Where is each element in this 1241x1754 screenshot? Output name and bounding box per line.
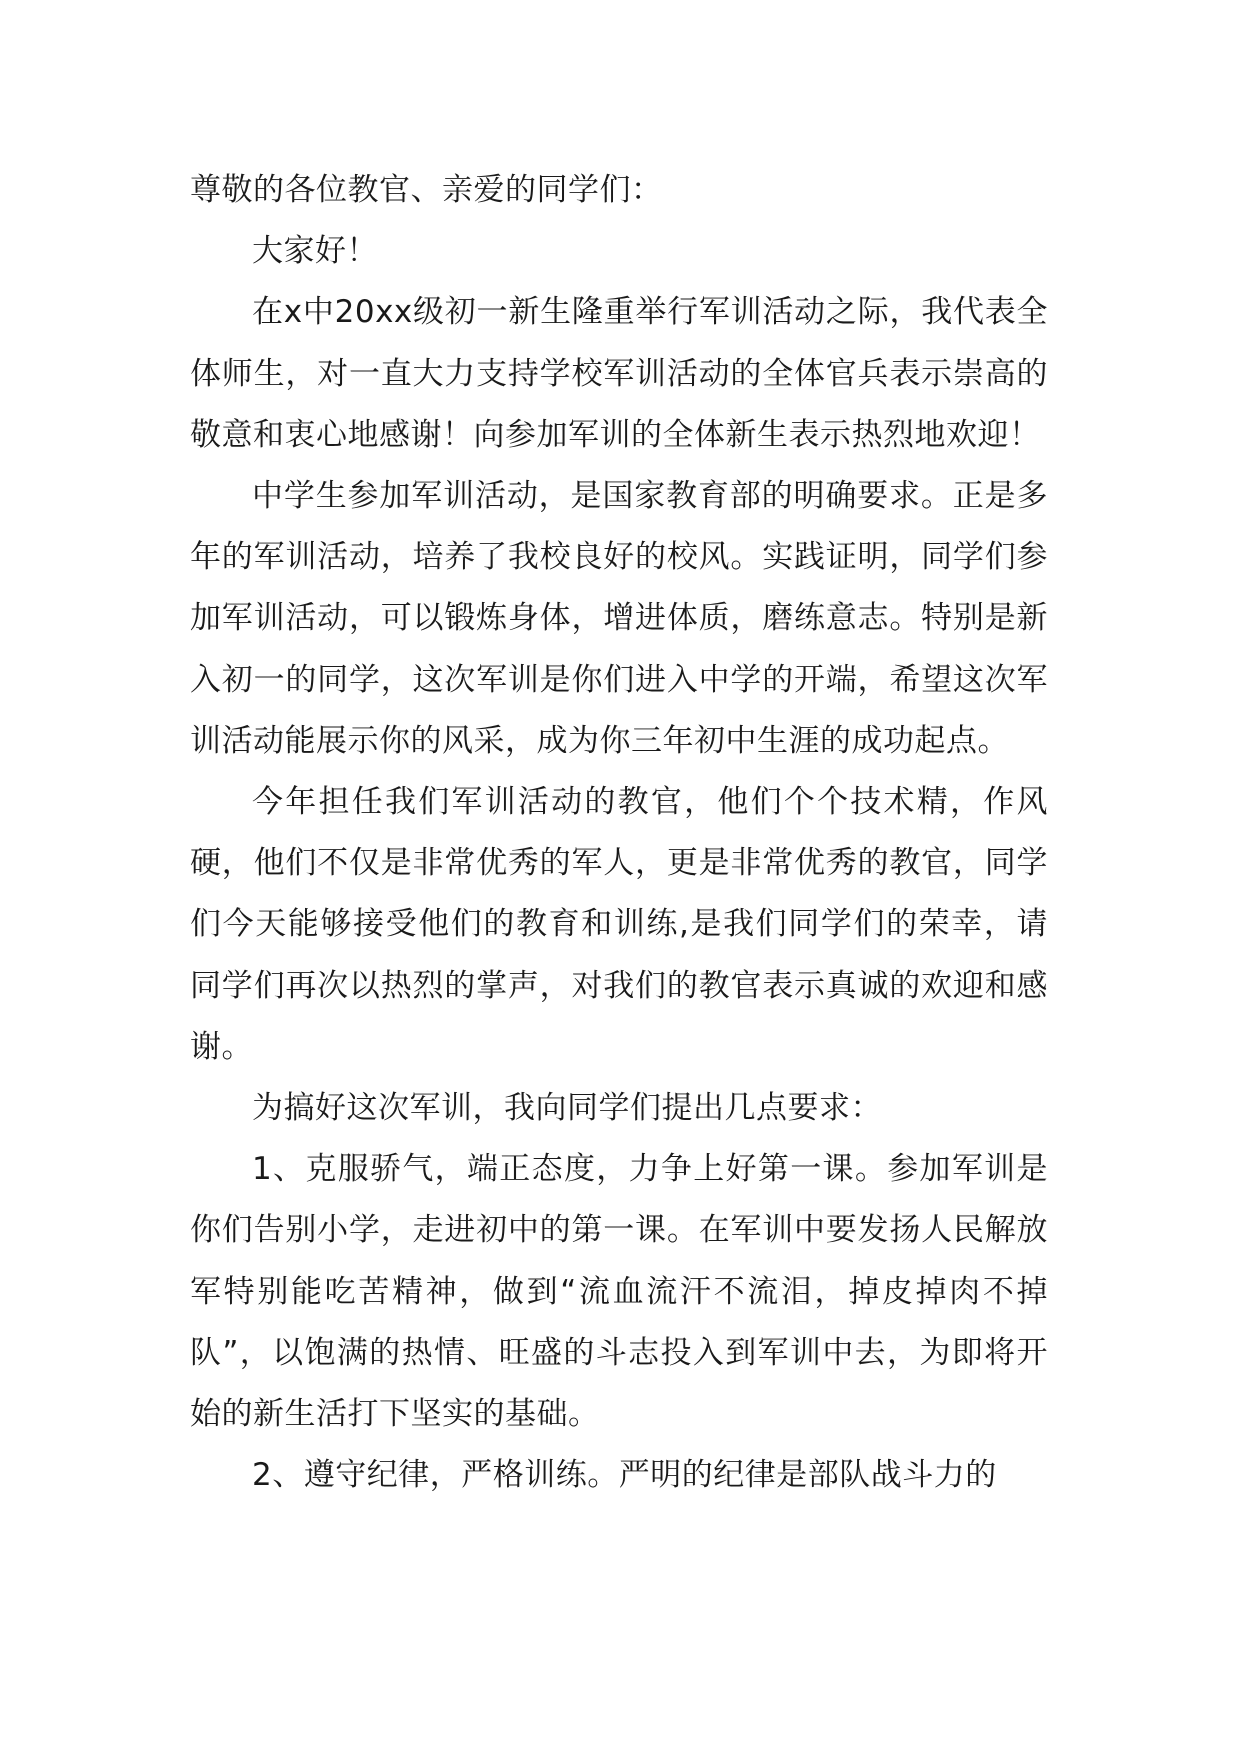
speech-body: [190, 160, 1048, 1506]
list-item-requirement-1: 1、克服骄气，端正态度，力争上好第一课。参加军训是你们告别小学，走进初中的第一课。在军训中要发扬人民解放军特别能吃苦精神，做到“流血流汗不流泪，掉皮掉肉不掉队”，以饱满的热情、旺盛的斗志投入到军训中去，为即将开始的新生活打下坚实的基础。: [190, 1151, 1048, 1433]
paragraph-requirements-intro: 为搞好这次军训，我向同学们提出几点要求：: [252, 1090, 882, 1127]
list-item-requirement-2: 2、遵守纪律，严格训练。严明的纪律是部队战斗力的: [252, 1457, 997, 1494]
salutation: 尊敬的各位教官、亲爱的同学们：: [190, 172, 663, 208]
paragraph-welcome: 在x中20xx级初一新生隆重举行军训活动之际，我代表全体师生，对一直大力支持学校军训活动的全体官兵表示崇高的敬意和衷心地感谢！向参加军训的全体新生表示热烈地欢迎！: [190, 294, 1048, 453]
paragraph-instructors: 今年担任我们军训活动的教官，他们个个技术精，作风硬，他们不仅是非常优秀的军人，更是非常优秀的教官，同学们今天能够接受他们的教育和训练,是我们同学们的荣幸，请同学们再次以热烈的掌声，对我们的教官表示真诚的欢迎和感谢。: [190, 784, 1048, 1065]
greeting: 大家好！: [252, 233, 378, 270]
paragraph-purpose: 中学生参加军训活动，是国家教育部的明确要求。正是多年的军训活动，培养了我校良好的校风。实践证明，同学们参加军训活动，可以锻炼身体，增进体质，磨练意志。特别是新入初一的同学，这次军训是你们进入中学的开端，希望这次军训活动能展示你的风采，成为你三年初中生涯的成功起点。: [190, 478, 1048, 759]
